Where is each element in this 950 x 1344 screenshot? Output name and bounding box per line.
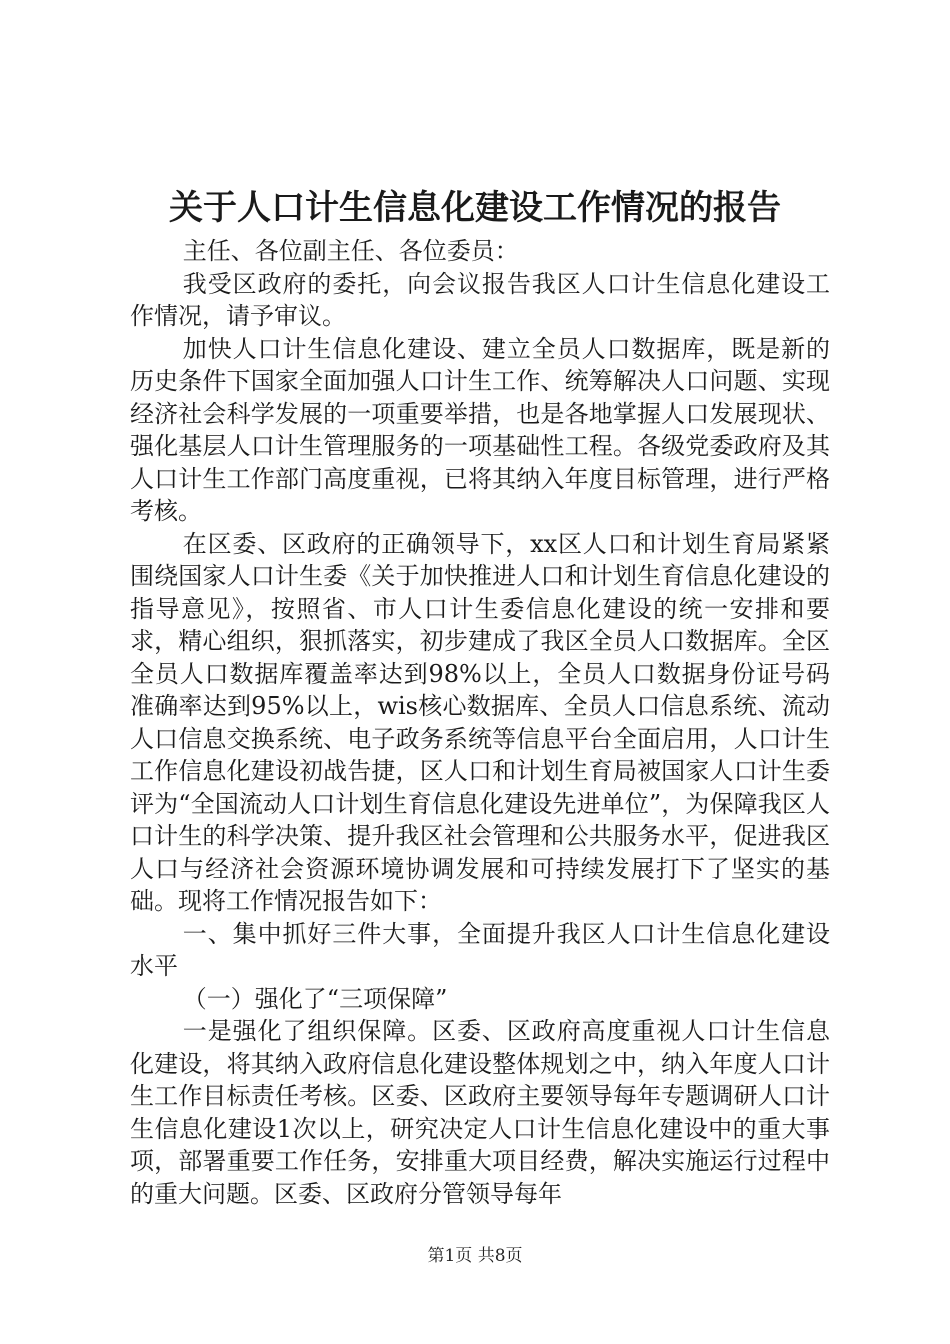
document-body (130, 235, 830, 1210)
document-title: 关于人口计生信息化建设工作情况的报告 (169, 188, 781, 228)
body-paragraph: 我受区政府的委托，向会议报告我区人口计生信息化建设工作情况，请予审议。 (130, 269, 830, 330)
subsection-heading: （一）强化了“三项保障” (182, 984, 448, 1013)
body-paragraph: 加快人口计生信息化建设、建立全员人口数据库，既是新的历史条件下国家全面加强人口计生工作、统筹解决人口问题、实现经济社会科学发展的一项重要举措，也是各地掌握人口发展现状、强化基层人口计生管理服务的一项基础性工程。各级党委政府及其人口计生工作部门高度重视，已将其纳入年度目标管理，进行严格考核。 (130, 334, 830, 525)
section-heading: 一、集中抓好三件大事，全面提升我区人口计生信息化建设水平 (130, 919, 830, 980)
page-number-footer: 第1页 共8页 (427, 1246, 523, 1266)
salutation-paragraph: 主任、各位副主任、各位委员： (182, 237, 519, 265)
body-paragraph: 一是强化了组织保障。区委、区政府高度重视人口计生信息化建设，将其纳入政府信息化建设整体规划之中，纳入年度人口计生工作目标责任考核。区委、区政府主要领导每年专题调研人口计生信息化建设1次以上，研究决定人口计生信息化建设中的重大事项，部署重要工作任务，安排重大项目经费，解决实施运行过程中的重大问题。区委、区政府分管领导每年 (130, 1017, 830, 1208)
body-paragraph: 在区委、区政府的正确领导下，xx区人口和计划生育局紧紧围绕国家人口计生委《关于加快推进人口和计划生育信息化建设的指导意见》，按照省、市人口计生委信息化建设的统一安排和要求，精心组织，狠抓落实，初步建成了我区全员人口数据库。全区全员人口数据库覆盖率达到98%以上，全员人口数据身份证号码准确率达到95%以上，wis核心数据库、全员人口信息系统、流动人口信息交换系统、电子政务系统等信息平台全面启用，人口计生工作信息化建设初战告捷，区人口和计划生育局被国家人口计生委评为“全国流动人口计划生育信息化建设先进单位”，为保障我区人口计生的科学决策、提升我区社会管理和公共服务水平，促进我区人口与经济社会资源环境协调发展和可持续发展打下了坚实的基础。现将工作情况报告如下： (130, 529, 830, 915)
